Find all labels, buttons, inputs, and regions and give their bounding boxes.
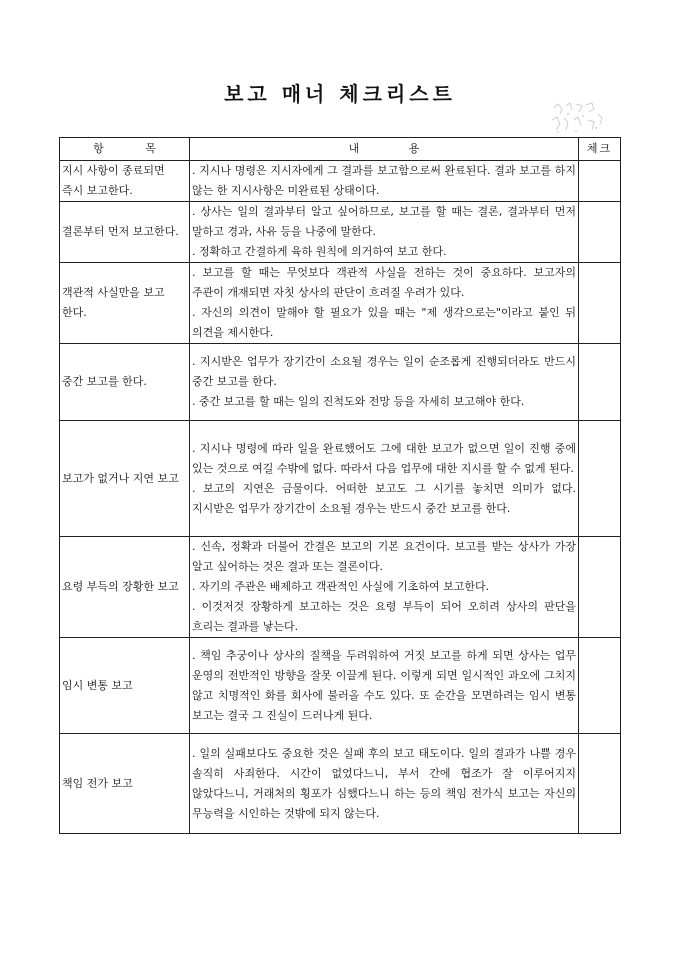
- check-cell[interactable]: [579, 734, 621, 834]
- row-item-label: 중간 보고를 한다.: [60, 344, 190, 421]
- check-cell[interactable]: [579, 537, 621, 638]
- header-check: 체크: [579, 138, 621, 161]
- check-cell[interactable]: [579, 202, 621, 263]
- row-item-label: 결론부터 먼저 보고한다.: [60, 202, 190, 263]
- table-row: [60, 421, 621, 537]
- content-line: . 지시나 명령에 따라 일을 완료했어도 그에 대한 보고가 없으면 일이 진행 중에 있는 것으로 여길 수밖에 없다. 따라서 다음 업무에 대한 지시를 할 수 없게 된다.: [192, 441, 576, 475]
- table-row: [60, 263, 621, 344]
- row-item-label: 요령 부득의 장황한 보고: [60, 537, 190, 638]
- table-row: [60, 161, 621, 202]
- row-content: [190, 344, 579, 421]
- row-content: [190, 421, 579, 537]
- table-row: [60, 202, 621, 263]
- checklist-table: [59, 137, 621, 834]
- content-line: . 정확하고 간결하게 육하 원칙에 의거하여 보고 한다.: [192, 245, 447, 258]
- page-title: 보고 매너 체크리스트: [224, 82, 456, 106]
- row-content: [190, 263, 579, 344]
- check-cell[interactable]: [579, 421, 621, 537]
- row-item-label: 보고가 없거나 지연 보고: [60, 421, 190, 537]
- row-content: [190, 161, 579, 202]
- check-cell[interactable]: [579, 344, 621, 421]
- table-row: [60, 344, 621, 421]
- row-content: [190, 537, 579, 638]
- content-line: . 지시나 명령은 지시자에게 그 결과를 보고함으로써 완료된다. 결과 보고를 하지 않는 한 지시사항은 미완료된 상태이다.: [192, 164, 576, 197]
- table-row: [60, 638, 621, 734]
- scan-smudge-mark: [548, 100, 606, 136]
- table-row: [60, 537, 621, 638]
- content-line: . 상사는 일의 결과부터 알고 싶어하므로, 보고를 할 때는 결론, 결과부터 먼저 말하고 경과, 사유 등을 나중에 말한다.: [192, 205, 576, 238]
- content-line: . 지시받은 업무가 장기간이 소요될 경우는 일이 순조롭게 진행되더라도 반드시 중간 보고를 한다.: [192, 355, 576, 388]
- row-item-label: 책임 전가 보고: [60, 734, 190, 834]
- table-row: [60, 734, 621, 834]
- row-content: [190, 638, 579, 734]
- content-line: . 보고를 할 때는 무엇보다 객관적 사실을 전하는 것이 중요하다. 보고자의 주관이 개재되면 자칫 상사의 판단이 흐려질 우려가 있다.: [192, 266, 576, 299]
- check-cell[interactable]: [579, 263, 621, 344]
- header-item: 항 목: [60, 138, 190, 161]
- row-content: [190, 202, 579, 263]
- content-line: . 책임 추궁이나 상사의 질책을 두려워하여 거짓 보고를 하게 되면 상사는 업무 운영의 전반적인 방향을 잘못 이끌게 된다. 이렇게 되면 일시적인 과오에 그치지 않고 치명적인 화를 회사에 불러올 수도 있다. 또 순간을 모면하려는 임시 변통 보고는 결국 그 진실이 드러나게 된다.: [192, 648, 576, 722]
- content-line: . 자기의 주관은 배제하고 객관적인 사실에 기초하여 보고한다.: [192, 580, 490, 593]
- row-item-label: 객관적 사실만을 보고 한다.: [60, 263, 190, 344]
- content-line: . 이것저것 장황하게 보고하는 것은 요령 부득이 되어 오히려 상사의 판단을 흐리는 결과를 낳는다.: [192, 600, 576, 633]
- content-line: . 보고의 지연은 금물이다. 어떠한 보고도 그 시기를 놓치면 의미가 없다. 지시받은 업무가 장기간이 소요될 경우는 반드시 중간 보고를 한다.: [192, 481, 576, 515]
- table-header-row: [60, 138, 621, 161]
- check-cell[interactable]: [579, 161, 621, 202]
- content-line: . 자신의 의견이 말해야 할 필요가 있을 때는 "제 생각으로는"이라고 붙인 뒤 의견을 제시한다.: [192, 306, 576, 339]
- content-line: . 일의 실패보다도 중요한 것은 실패 후의 보고 태도이다. 일의 결과가 나쁠 경우 솔직히 사죄한다. 시간이 없었다느니, 부서 간에 협조가 잘 이루어지지 않았다느니, 거래처의 횡포가 심했다느니 하는 등의 책임 전가식 보고는 자신의 무능력을 시인하는 것밖에 되지 않는다.: [192, 746, 576, 820]
- row-item-label: 임시 변통 보고: [60, 638, 190, 734]
- content-line: . 신속, 정확과 더불어 간결은 보고의 기본 요건이다. 보고를 받는 상사가 가장 알고 싶어하는 것은 결과 또는 결론이다.: [192, 540, 576, 573]
- header-content: 내 용: [190, 138, 579, 161]
- row-item-label: 지시 사항이 종료되면 즉시 보고한다.: [60, 161, 190, 202]
- check-cell[interactable]: [579, 638, 621, 734]
- content-line: . 중간 보고를 할 때는 일의 진척도와 전망 등을 자세히 보고해야 한다.: [192, 395, 525, 408]
- row-content: [190, 734, 579, 834]
